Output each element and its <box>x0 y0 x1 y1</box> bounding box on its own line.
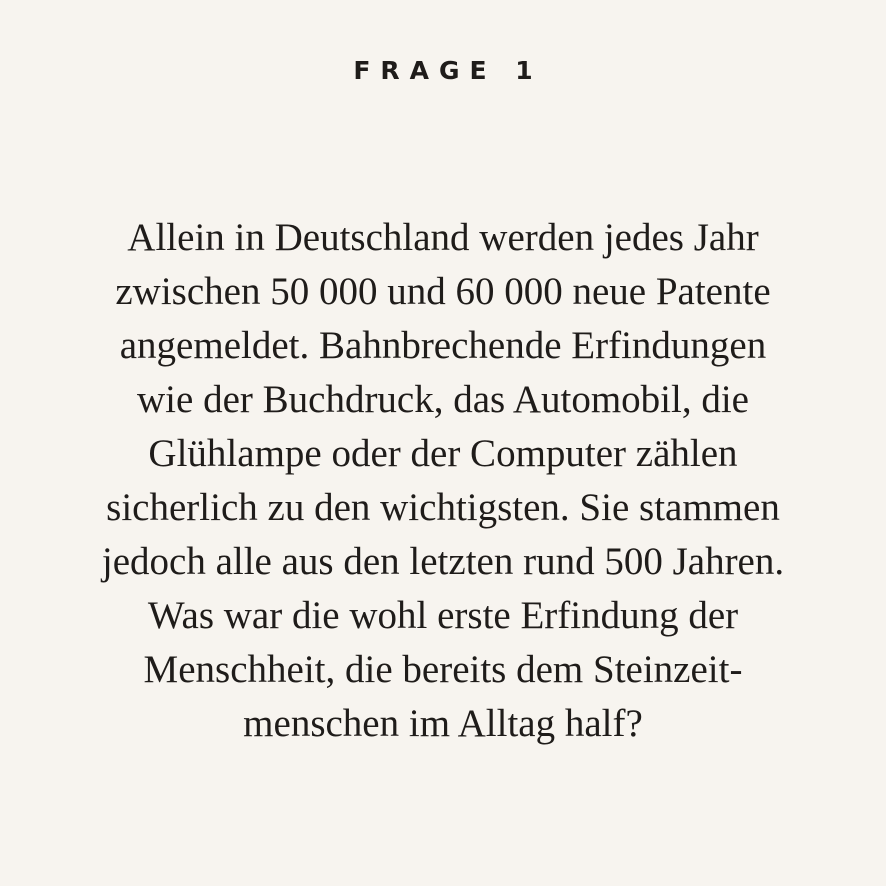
question-line: Menschheit, die bereits dem Steinzeit- <box>143 648 743 691</box>
question-line: menschen im Alltag half? <box>243 702 643 745</box>
question-heading: FRAGE 1 <box>353 56 543 85</box>
question-text <box>40 211 846 751</box>
question-line: zwischen 50 000 und 60 000 neue Patente <box>115 270 771 313</box>
question-line: angemeldet. Bahnbrechende Erfindungen <box>119 324 767 367</box>
question-line: wie der Buchdruck, das Automobil, die <box>137 378 749 421</box>
question-line: jedoch alle aus den letzten rund 500 Jahren. <box>101 540 785 583</box>
question-line: Glühlampe oder der Computer zählen <box>148 432 738 475</box>
question-line: sicherlich zu den wichtigsten. Sie stammen <box>106 486 780 529</box>
question-line: Was war die wohl erste Erfindung der <box>147 594 739 637</box>
question-line: Allein in Deutschland werden jedes Jahr <box>127 216 759 259</box>
